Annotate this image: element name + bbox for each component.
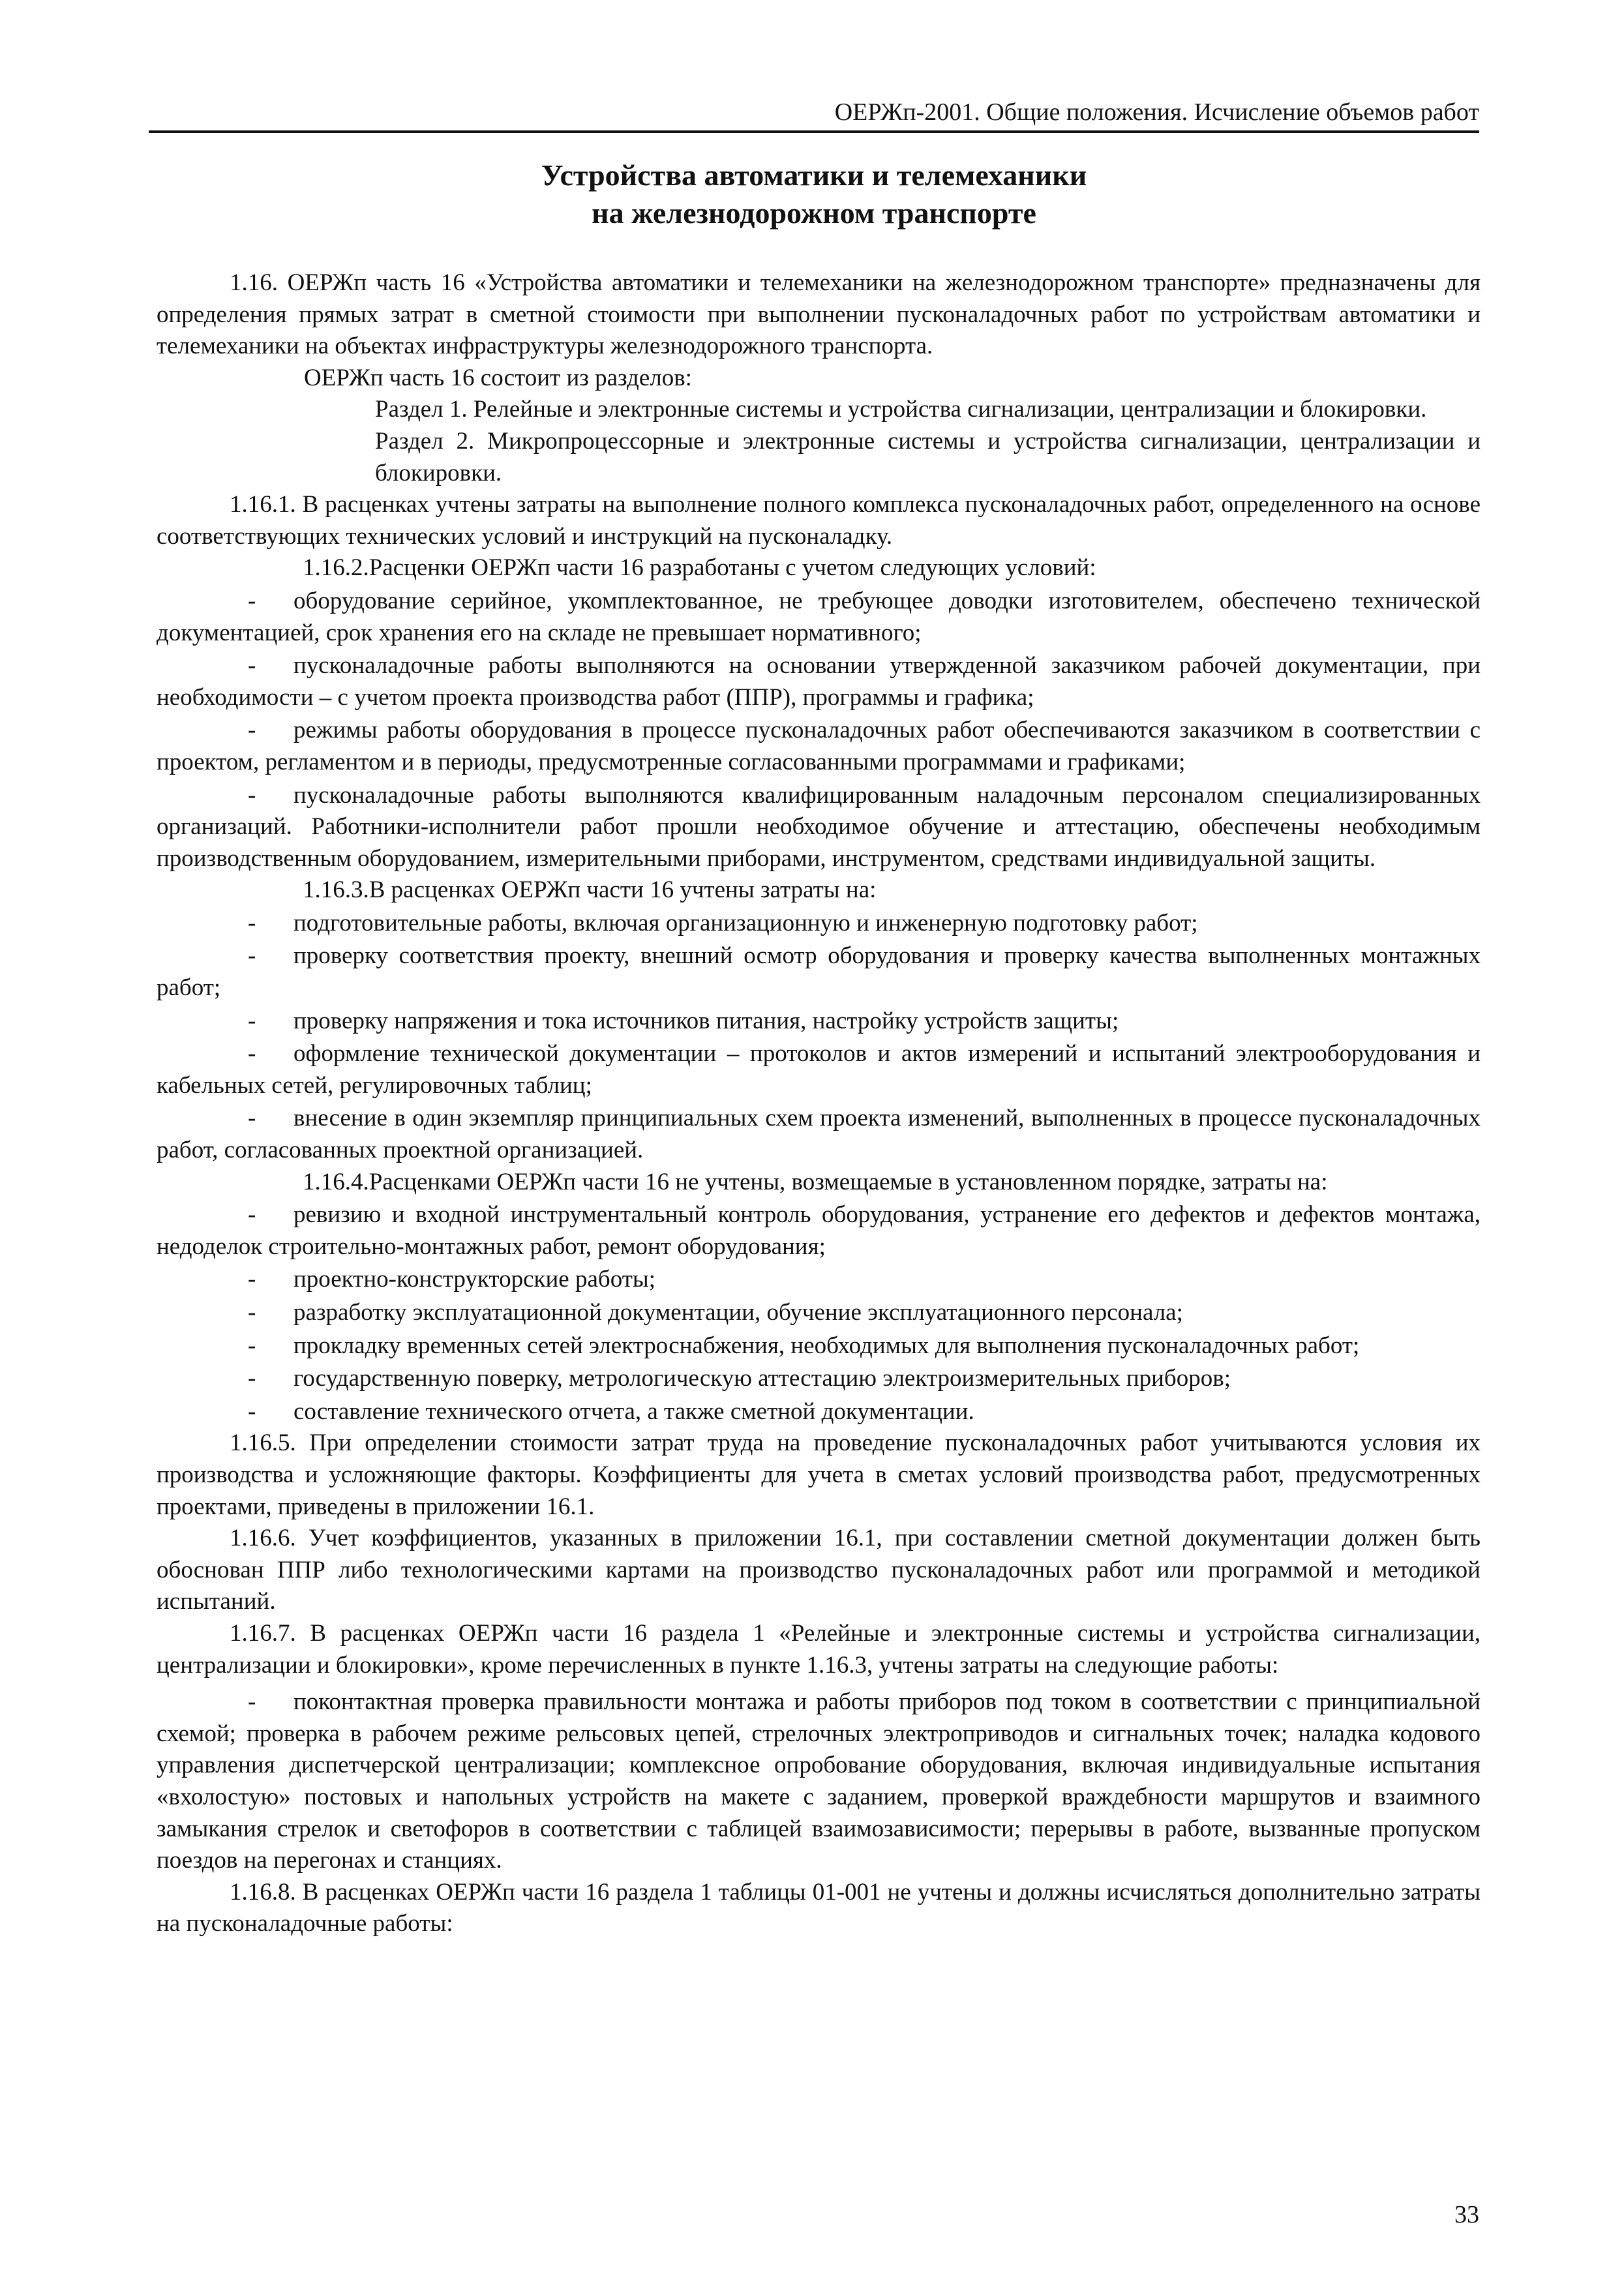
clause-text: В расценках ОЕРЖп части 16 учтены затраты на: <box>368 876 877 904</box>
list-item <box>157 1006 1481 1038</box>
clause-number: 1.16.4. <box>303 1168 369 1195</box>
paragraph-1-16-4 <box>157 1167 1481 1199</box>
list-item-text: ревизию и входной инструментальный контроль оборудования, устранение его дефектов и дефектов монтажа, недоделок строительно-монтажных работ, ремонт оборудования; <box>157 1201 1481 1260</box>
list-item <box>157 1103 1481 1166</box>
dash-marker: - <box>248 1040 256 1068</box>
list-item <box>157 1396 1481 1428</box>
list-item <box>157 1038 1481 1101</box>
list-item <box>157 1297 1481 1329</box>
clause-number: 1.16.3. <box>303 876 369 904</box>
list-item-text: составление технического отчета, а также сметной документации. <box>293 1398 974 1425</box>
dash-marker: - <box>248 1266 256 1293</box>
list-item-text: пусконаладочные работы выполняются квалифицированным наладочным персоналом специализированных организаций. Работники-исполнители работ прошли необходимое обучение и аттестацию, обеспечены необходимым производственным оборудованием, измерительными приборами, инструментом, средствами индивидуальной защиты. <box>157 781 1481 872</box>
list-item <box>157 650 1481 713</box>
dash-marker: - <box>248 1299 256 1326</box>
list-item-text: поконтактная проверка правильности монтажа и работы приборов под током в соответствии с принципиальной схемой; проверка в рабочем режиме рельсовых цепей, стрелочных электроприводов и сигнальных точек; наладка кодового управления диспетчерской централизации; комплексное опробование оборудования, включая индивидуальные испытания «вхолостую» постовых и напольных устройств на макете с заданием, проверкой враждебности маршрутов и взаимного замыкания стрелок и светофоров в соответствии с таблицей взаимозависимости; перерывы в работе, вызванные пропуском поездов на перегонах и станциях. <box>157 1688 1481 1874</box>
list-item <box>157 1330 1481 1362</box>
page-number: 33 <box>1454 2201 1479 2228</box>
spacer <box>157 1681 1481 1685</box>
paragraph-1-16-7: 1.16.7. В расценках ОЕРЖп части 16 раздела 1 «Релейные и электронные системы и устройства сигнализации, централизации и блокировки», кроме перечисленных в пункте 1.16.3, учтены затраты на следующие работы: <box>157 1619 1481 1679</box>
clause-number: 1.16.2. <box>303 554 369 582</box>
list-item-text: внесение в один экземпляр принципиальных схем проекта изменений, выполненных в процессе пусконаладочных работ, согласованных проектной организацией. <box>157 1105 1481 1164</box>
paragraph-1-16-2 <box>157 552 1481 584</box>
paragraph-1-16-6: 1.16.6. Учет коэффициентов, указанных в приложении 16.1, при составлении сметной документации должен быть обоснован ППР либо технологическими картами на производство пусконаладочных работ или программой и методикой испытаний. <box>157 1525 1481 1615</box>
clause-text: Расценками ОЕРЖп части 16 не учтены, возмещаемые в установленном порядке, затраты на: <box>368 1168 1328 1195</box>
section-title <box>149 157 1479 232</box>
list-item-text: оборудование серийное, укомплектованное, не требующее доводки изготовителем, обеспечено технической документацией, срок хранения его на складе не превышает нормативного; <box>157 587 1481 646</box>
dash-marker: - <box>248 717 256 744</box>
dash-marker: - <box>248 1365 256 1392</box>
dash-marker: - <box>248 587 256 614</box>
dash-marker: - <box>248 1398 256 1425</box>
document-body <box>157 267 1481 1940</box>
section-1-item: Раздел 1. Релейные и электронные системы и устройства сигнализации, централизации и блокировки. <box>375 396 1427 423</box>
dash-marker: - <box>248 1201 256 1229</box>
list-item-text: пусконаладочные работы выполняются на основании утвержденной заказчиком рабочей документации, при необходимости – с учетом проекта производства работ (ППР), программы и графика; <box>157 652 1481 711</box>
list-item-text: режимы работы оборудования в процессе пусконаладочных работ обеспечиваются заказчиком в соответствии с проектом, регламентом и в периоды, предусмотренные согласованными программами и графиками; <box>157 717 1481 775</box>
list-item-text: подготовительные работы, включая организационную и инженерную подготовку работ; <box>293 909 1198 936</box>
header-rule <box>149 130 1479 133</box>
list-item-text: государственную поверку, метрологическую аттестацию электроизмерительных приборов; <box>293 1365 1231 1392</box>
list-item <box>157 1363 1481 1395</box>
list-item <box>157 1686 1481 1877</box>
dash-marker: - <box>248 1332 256 1359</box>
sections-intro: ОЕРЖп часть 16 состоит из разделов: <box>304 364 692 391</box>
running-header: ОЕРЖп-2001. Общие положения. Исчисление объемов работ <box>834 98 1479 126</box>
title-line-1: Устройства автоматики и телемеханики <box>541 158 1087 192</box>
dash-marker: - <box>248 942 256 970</box>
section-2-item: Раздел 2. Микропроцессорные и электронные системы и устройства сигнализации, централизации и блокировки. <box>375 427 1481 486</box>
dash-marker: - <box>248 652 256 680</box>
paragraph-1-16: 1.16. ОЕРЖп часть 16 «Устройства автоматики и телемеханики на железнодорожном транспорте» предназначены для определения прямых затрат в сметной стоимости при выполнении пусконаладочных работ по устройствам автоматики и телемеханики на объектах инфраструктуры железнодорожного транспорта. <box>157 269 1481 360</box>
list-item <box>157 715 1481 778</box>
dash-marker: - <box>248 1688 256 1716</box>
list-item <box>157 940 1481 1004</box>
list-item <box>157 1264 1481 1296</box>
list-item <box>157 586 1481 649</box>
list-item <box>157 908 1481 940</box>
list-item-text: разработку эксплуатационной документации, обучение эксплуатационного персонала; <box>293 1299 1183 1326</box>
clause-text: Расценки ОЕРЖп части 16 разработаны с учетом следующих условий: <box>368 554 1096 582</box>
paragraph-1-16-3 <box>157 875 1481 906</box>
paragraph-1-16-8: 1.16.8. В расценках ОЕРЖп части 16 раздела 1 таблицы 01-001 не учтены и должны исчисляться дополнительно затраты на пусконаладочные работы: <box>157 1878 1481 1937</box>
list-item <box>157 1199 1481 1263</box>
paragraph-1-16-1: 1.16.1. В расценках учтены затраты на выполнение полного комплекса пусконаладочных работ, определенного на основе соответствующих технических условий и инструкций на пусконаладку. <box>157 491 1481 550</box>
list-item-text: проверку соответствия проекту, внешний осмотр оборудования и проверку качества выполненных монтажных работ; <box>157 942 1481 1002</box>
dash-marker: - <box>248 909 256 936</box>
list-item-text: проверку напряжения и тока источников питания, настройку устройств защиты; <box>293 1007 1119 1034</box>
dash-marker: - <box>248 1105 256 1132</box>
title-line-2: на железнодорожном транспорте <box>592 196 1036 230</box>
dash-marker: - <box>248 1007 256 1034</box>
list-item-text: прокладку временных сетей электроснабжения, необходимых для выполнения пусконаладочных работ; <box>293 1332 1360 1359</box>
list-item <box>157 780 1481 875</box>
paragraph-1-16-5: 1.16.5. При определении стоимости затрат труда на проведение пусконаладочных работ учитываются условия их производства и усложняющие факторы. Коэффициенты для учета в сметах условий производства работ, предусмотренных проектами, приведены в приложении 16.1. <box>157 1429 1481 1520</box>
list-item-text: проектно-конструкторские работы; <box>293 1266 656 1293</box>
list-item-text: оформление технической документации – протоколов и актов измерений и испытаний электрооборудования и кабельных сетей, регулировочных таблиц; <box>157 1040 1481 1099</box>
dash-marker: - <box>248 781 256 809</box>
